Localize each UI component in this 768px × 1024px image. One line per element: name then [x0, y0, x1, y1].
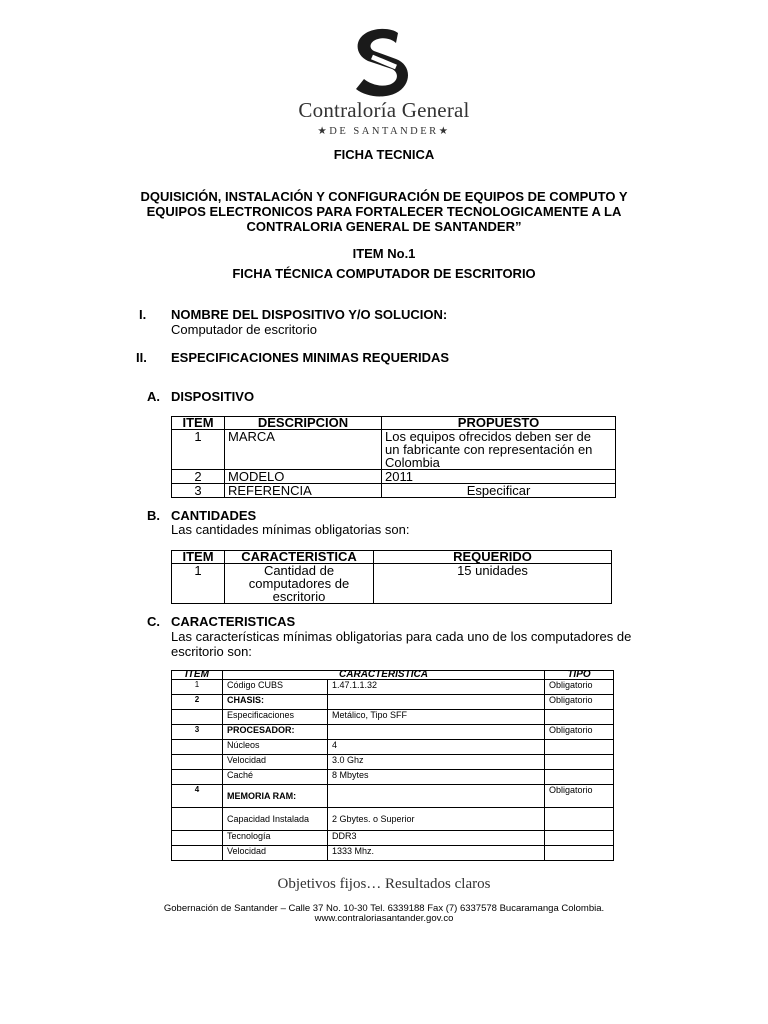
table-cell: Obligatorio: [545, 695, 614, 710]
table-cell: Núcleos: [223, 740, 328, 755]
table-header: ITEM: [172, 671, 223, 680]
table-cell: 8 Mbytes: [328, 770, 545, 785]
table-cell: Obligatorio: [545, 680, 614, 695]
table-cell: [545, 740, 614, 755]
section2-num: II.: [136, 350, 147, 365]
table-cell: [172, 755, 223, 770]
table-cell: 15 unidades: [374, 564, 612, 604]
table-cell: Metálico, Tipo SFF: [328, 710, 545, 725]
table-cell: REFERENCIA: [225, 484, 382, 498]
section1-text: Computador de escritorio: [171, 322, 317, 337]
table-row: [172, 564, 612, 604]
subC-title: CARACTERISTICAS: [171, 614, 296, 629]
subC-text: Las características mínimas obligatorias para cada uno de los computadores de escritorio son:: [171, 629, 632, 659]
table-row: [172, 484, 616, 498]
table-cell: CHASIS:: [223, 695, 328, 710]
table-cell: [328, 725, 545, 740]
table-header-row: [172, 671, 614, 680]
table-cell: [545, 755, 614, 770]
subB-num: B.: [147, 508, 160, 523]
table-header: ITEM: [172, 417, 225, 430]
section1-num: I.: [139, 307, 147, 322]
subA-num: A.: [147, 389, 160, 404]
table-cell: Capacidad Instalada: [223, 808, 328, 831]
table-cell: 1: [172, 680, 223, 695]
table-cell: Tecnología: [223, 831, 328, 846]
table-row: [172, 680, 614, 695]
table-header: CARACTERISTICA: [225, 551, 374, 564]
table-cell: [328, 785, 545, 808]
table-cell: 4: [172, 785, 223, 808]
table-row: [172, 740, 614, 755]
table-row: [172, 846, 614, 861]
table-cell: Los equipos ofrecidos deben ser de un fabricante con representación en Colombia: [382, 430, 616, 470]
table-row: [172, 470, 616, 484]
table-cell: 4: [328, 740, 545, 755]
section1-title: NOMBRE DEL DISPOSITIVO Y/O SOLUCION:: [171, 307, 448, 322]
table-row: [172, 695, 614, 710]
table-cell: Velocidad: [223, 755, 328, 770]
subC-num: C.: [147, 614, 160, 629]
quantities-table: [171, 550, 612, 604]
table-row: [172, 808, 614, 831]
subB-text: Las cantidades mínimas obligatorias son:: [171, 522, 410, 537]
table-cell: [545, 846, 614, 861]
device-table: [171, 416, 616, 498]
subA-title: DISPOSITIVO: [171, 389, 255, 404]
characteristics-table: [171, 670, 614, 861]
table-cell: DDR3: [328, 831, 545, 846]
table-cell: [545, 808, 614, 831]
table-cell: 3: [172, 484, 225, 498]
table-row: [172, 710, 614, 725]
table-cell: Especificar: [382, 484, 616, 498]
table-cell: [172, 846, 223, 861]
table-cell: [172, 831, 223, 846]
table-cell: Obligatorio: [545, 785, 614, 808]
table-cell: MARCA: [225, 430, 382, 470]
footer-address: Gobernación de Santander – Calle 37 No. 10-30 Tel. 6339188 Fax (7) 6337578 Bucaramanga Colombia.: [163, 903, 605, 914]
table-cell: PROCESADOR:: [223, 725, 328, 740]
table-cell: [172, 740, 223, 755]
table-cell: 2 Gbytes. o Superior: [328, 808, 545, 831]
subject: DQUISICIÓN, INSTALACIÓN Y CONFIGURACIÓN DE EQUIPOS DE COMPUTO Y EQUIPOS ELECTRONICOS PARA FORTALECER TECNOLOGICAMENTE A LA CONTRALORIA GENERAL DE SANTANDER”: [140, 189, 628, 234]
doc-title: FICHA TECNICA: [333, 147, 435, 162]
table-cell: 1: [172, 430, 225, 470]
table-cell: [545, 831, 614, 846]
table-cell: MEMORIA RAM:: [223, 785, 328, 808]
table-header: PROPUESTO: [382, 417, 616, 430]
table-cell: MODELO: [225, 470, 382, 484]
table-cell: [172, 808, 223, 831]
org-name: Contraloría General: [298, 98, 470, 122]
contraloria-logo-icon: [352, 27, 416, 97]
table-cell: Cantidad de computadores de escritorio: [225, 564, 374, 604]
table-cell: [545, 710, 614, 725]
table-cell: [172, 710, 223, 725]
table-header-row: [172, 551, 612, 564]
table-cell: 1.47.1.1.32: [328, 680, 545, 695]
footer-slogan: Objetivos fijos… Resultados claros: [277, 876, 491, 892]
table-row: [172, 770, 614, 785]
table-cell: Obligatorio: [545, 725, 614, 740]
table-header: DESCRIPCION: [225, 417, 382, 430]
table-cell: Velocidad: [223, 846, 328, 861]
table-cell: 3: [172, 725, 223, 740]
table-row: [172, 725, 614, 740]
table-cell: [172, 770, 223, 785]
table-cell: 1333 Mhz.: [328, 846, 545, 861]
table-row: [172, 755, 614, 770]
org-subtitle: ★DE SANTANDER★: [317, 126, 451, 137]
table-header: REQUERIDO: [374, 551, 612, 564]
table-header: ITEM: [172, 551, 225, 564]
table-row: [172, 785, 614, 808]
table-cell: 1: [172, 564, 225, 604]
table-row: [172, 430, 616, 470]
table-cell: Caché: [223, 770, 328, 785]
table-header: CARACTERISTICA: [223, 671, 545, 680]
table-cell: 3.0 Ghz: [328, 755, 545, 770]
table-header: TIPO: [545, 671, 614, 680]
table-cell: Código CUBS: [223, 680, 328, 695]
footer-website[interactable]: www.contraloriasantander.gov.co: [314, 913, 454, 924]
table-row: [172, 831, 614, 846]
ficha-title: FICHA TÉCNICA COMPUTADOR DE ESCRITORIO: [232, 266, 536, 281]
table-header-row: [172, 417, 616, 430]
table-cell: 2: [172, 695, 223, 710]
table-cell: 2: [172, 470, 225, 484]
table-cell: [328, 695, 545, 710]
item-number: ITEM No.1: [352, 246, 416, 261]
subB-title: CANTIDADES: [171, 508, 257, 523]
table-cell: 2011: [382, 470, 616, 484]
table-cell: [545, 770, 614, 785]
section2-title: ESPECIFICACIONES MINIMAS REQUERIDAS: [171, 350, 450, 365]
table-cell: Especificaciones: [223, 710, 328, 725]
